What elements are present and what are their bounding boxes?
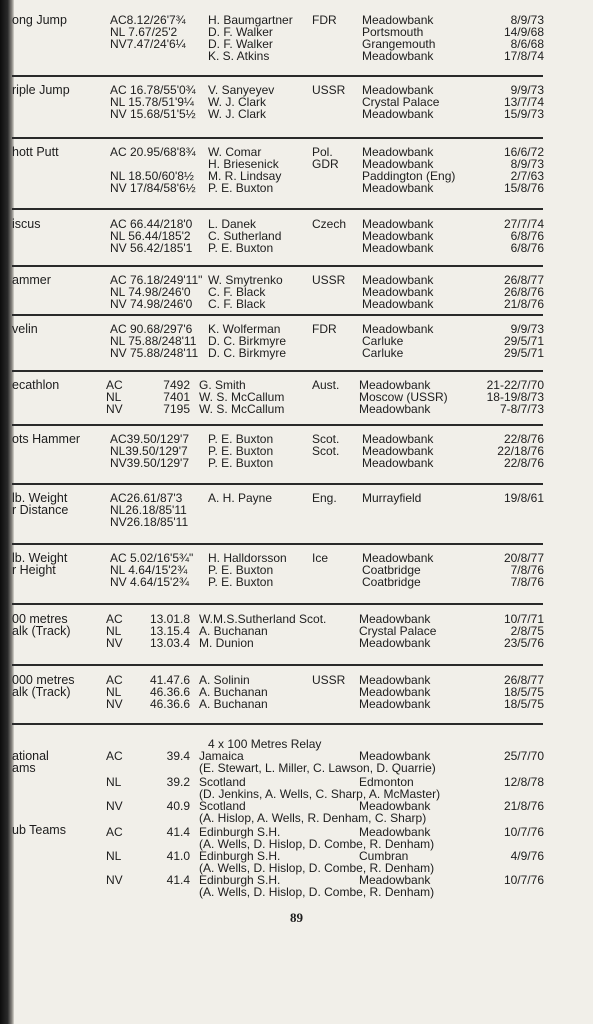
record-athlete: L. Danek — [208, 217, 257, 231]
record-venue: Meadowbank — [359, 636, 431, 650]
record-athlete: A. Buchanan — [199, 685, 268, 699]
record-athlete: M. Dunion — [199, 636, 254, 650]
record-athlete: P. E. Buxton — [208, 456, 274, 470]
record-date: 4/9/76 — [510, 849, 544, 863]
record-athlete: C. Sutherland — [208, 229, 282, 243]
record-date: 20/8/77 — [503, 551, 544, 565]
record-date: 29/5/71 — [503, 346, 544, 360]
record-venue: Meadowbank — [362, 551, 434, 565]
record-performance: 41.4 — [166, 873, 190, 887]
record-row — [0, 552, 593, 564]
record-athlete: (E. Stewart, L. Miller, C. Lawson, D. Quarrie) — [199, 761, 436, 775]
record-date: 2/7/63 — [510, 169, 544, 183]
record-date: 18/5/75 — [503, 685, 544, 699]
record-performance: AC 16.78/55'0¾ — [110, 83, 196, 97]
event-name-line: ots Hammer — [12, 432, 81, 446]
record-athlete: (A. Wells, D. Hislop, D. Combe, R. Denham) — [199, 837, 435, 851]
record-athlete: A. H. Payne — [208, 491, 273, 505]
record-performance: NL39.50/129'7 — [110, 444, 188, 458]
record-venue: Meadowbank — [359, 673, 431, 687]
record-row — [0, 403, 593, 415]
event-name-line: ational — [12, 749, 49, 763]
record-date: 21-22/7/70 — [486, 378, 544, 392]
record-venue: Paddington (Eng) — [362, 169, 456, 183]
record-athlete: H. Briesenick — [208, 157, 279, 171]
record-athlete: W. Smytrenko — [208, 273, 283, 287]
record-athlete: D. F. Walker — [208, 25, 273, 39]
record-performance: NL 75.88/248'11 — [110, 334, 197, 348]
record-athlete: W. S. McCallum — [199, 402, 285, 416]
record-athlete: A. Buchanan — [199, 624, 268, 638]
record-athlete: M. R. Lindsay — [208, 169, 282, 183]
record-athlete: (A. Hislop, A. Wells, R. Denham, C. Sharp) — [199, 811, 427, 825]
record-venue: Murrayfield — [362, 491, 422, 505]
record-athlete: D. F. Walker — [208, 37, 273, 51]
event-name-line: lb. Weight — [12, 551, 68, 565]
record-athlete: P. E. Buxton — [208, 432, 274, 446]
record-venue: Meadowbank — [362, 285, 434, 299]
record-date: 16/6/72 — [503, 145, 544, 159]
section-divider — [12, 543, 543, 545]
record-nation: USSR — [312, 83, 346, 97]
record-venue: Edmonton — [359, 775, 414, 789]
record-date: 23/5/76 — [503, 636, 544, 650]
record-venue: Meadowbank — [362, 157, 434, 171]
record-venue: Portsmouth — [362, 25, 424, 39]
section-divider — [12, 483, 543, 485]
record-date: 8/9/73 — [510, 157, 544, 171]
record-row — [0, 637, 593, 649]
event-name-line: iscus — [12, 217, 41, 231]
record-venue: Meadowbank — [362, 322, 434, 336]
record-athlete: H. Halldorsson — [208, 551, 287, 565]
record-performance: 7492 — [163, 378, 190, 392]
record-category: AC — [106, 749, 123, 763]
record-category: NL — [106, 624, 122, 638]
record-date: 22/8/76 — [503, 432, 544, 446]
record-performance: 41.4 — [166, 825, 190, 839]
record-nation: Czech — [312, 217, 347, 231]
record-athlete: P. E. Buxton — [208, 444, 274, 458]
record-performance: 7195 — [163, 402, 190, 416]
record-performance: NV 75.88/248'11 — [110, 346, 199, 360]
record-row — [0, 108, 593, 120]
record-venue: Meadowbank — [362, 229, 434, 243]
record-athlete: (A. Wells, D. Hislop, D. Combe, R. Denham) — [199, 885, 435, 899]
record-row — [0, 812, 593, 824]
record-row — [0, 613, 593, 625]
record-performance: NV39.50/129'7 — [110, 456, 190, 470]
record-venue: Meadowbank — [359, 749, 431, 763]
record-venue: Carluke — [362, 334, 404, 348]
record-venue: Meadowbank — [362, 432, 434, 446]
record-date: 18-19/8/73 — [486, 390, 544, 404]
record-venue: Meadowbank — [362, 297, 434, 311]
event-name-line: 000 metres — [12, 673, 75, 687]
record-venue: Meadowbank — [359, 378, 431, 392]
record-venue: Coatbridge — [362, 563, 421, 577]
record-category: AC — [106, 378, 123, 392]
section-divider — [12, 370, 543, 372]
event-name-line: velin — [12, 322, 38, 336]
record-athlete: G. Smith — [199, 378, 246, 392]
record-venue: Meadowbank — [359, 825, 431, 839]
record-row — [0, 492, 593, 504]
record-row — [0, 347, 593, 359]
record-performance: AC 90.68/297'6 — [110, 322, 193, 336]
record-performance: NV 4.64/15'2¾ — [110, 575, 190, 589]
record-nation: USSR — [312, 273, 346, 287]
record-performance: NL 4.64/15'2¾ — [110, 563, 188, 577]
event-name-line: hott Putt — [12, 145, 59, 159]
record-venue: Meadowbank — [362, 241, 434, 255]
record-performance: NL 15.78/51'9¼ — [110, 95, 194, 109]
record-date: 7/8/76 — [510, 563, 544, 577]
record-row — [0, 242, 593, 254]
record-date: 17/8/74 — [503, 49, 544, 63]
record-row — [0, 564, 593, 576]
record-category: NV — [106, 873, 123, 887]
record-row — [0, 516, 593, 528]
event-name-line: lb. Weight — [12, 491, 68, 505]
record-performance: AC26.61/87'3 — [110, 491, 183, 505]
record-row — [0, 230, 593, 242]
record-nation: FDR — [312, 13, 337, 27]
record-date: 26/8/76 — [503, 285, 544, 299]
record-category: NL — [106, 685, 122, 699]
record-performance: 41.47.6 — [149, 673, 190, 687]
record-row — [0, 218, 593, 230]
record-performance: AC 20.95/68'8¾ — [110, 145, 196, 159]
record-venue: Meadowbank — [362, 444, 434, 458]
record-performance: NV 56.42/185'1 — [110, 241, 193, 255]
record-athlete: W. Comar — [208, 145, 262, 159]
record-performance: NV 15.68/51'5½ — [110, 107, 196, 121]
record-performance: 7401 — [163, 390, 190, 404]
record-performance: AC 76.18/249'11" — [110, 273, 203, 287]
record-performance: AC8.12/26'7¾ — [110, 13, 186, 27]
record-athlete: D. C. Birkmyre — [208, 346, 286, 360]
record-athlete: W. S. McCallum — [199, 390, 285, 404]
record-athlete: W.M.S.Sutherland Scot. — [199, 612, 327, 626]
record-athlete: P. E. Buxton — [208, 241, 274, 255]
event-name-line: 00 metres — [12, 612, 68, 626]
record-athlete: Scotland — [199, 775, 246, 789]
record-athlete: A. Solinin — [199, 673, 250, 687]
record-venue: Meadowbank — [362, 107, 434, 121]
event-name-line: ecathlon — [12, 378, 60, 392]
record-performance: NV 17/84/58'6½ — [110, 181, 196, 195]
record-venue: Meadowbank — [359, 402, 431, 416]
page-number: 89 — [290, 910, 303, 925]
event-name-line: ong Jump — [12, 13, 67, 27]
record-performance: 39.2 — [166, 775, 190, 789]
record-date: 10/7/76 — [503, 873, 544, 887]
record-athlete: Edinburgh S.H. — [199, 873, 281, 887]
record-category: NV — [106, 636, 123, 650]
record-venue: Meadowbank — [359, 799, 431, 813]
record-athlete: C. F. Black — [208, 285, 266, 299]
record-performance: 13.03.4 — [149, 636, 190, 650]
record-athlete: Scotland — [199, 799, 246, 813]
record-venue: Coatbridge — [362, 575, 421, 589]
record-venue: Meadowbank — [359, 697, 431, 711]
record-venue: Meadowbank — [359, 612, 431, 626]
record-date: 10/7/71 — [503, 612, 544, 626]
record-date: 15/8/76 — [503, 181, 544, 195]
record-performance: AC 5.02/16'5¾" — [110, 551, 194, 565]
record-date: 13/7/74 — [503, 95, 544, 109]
section-divider — [12, 208, 543, 210]
record-athlete: P. E. Buxton — [208, 575, 274, 589]
record-venue: Meadowbank — [362, 145, 434, 159]
record-performance: 46.36.6 — [149, 685, 190, 699]
record-row — [0, 762, 593, 774]
record-athlete: W. J. Clark — [208, 95, 267, 109]
event-name-line: r Distance — [12, 503, 69, 517]
record-venue: Meadowbank — [359, 873, 431, 887]
section-divider — [12, 723, 543, 725]
record-athlete: Edinburgh S.H. — [199, 825, 281, 839]
record-venue: Crystal Palace — [359, 624, 437, 638]
record-nation: Pol. — [312, 145, 333, 159]
record-nation: Scot. — [312, 444, 340, 458]
record-performance: NL 18.50/60'8½ — [110, 169, 194, 183]
record-date: 10/7/76 — [503, 825, 544, 839]
record-date: 25/7/70 — [503, 749, 544, 763]
record-date: 27/7/74 — [503, 217, 544, 231]
record-athlete: K. Wolferman — [208, 322, 281, 336]
record-venue: Meadowbank — [362, 83, 434, 97]
record-row — [0, 457, 593, 469]
record-row — [0, 146, 593, 158]
record-venue: Moscow (USSR) — [359, 390, 448, 404]
record-performance: NV7.47/24'6¼ — [110, 37, 186, 51]
record-performance: 13.15.4 — [149, 624, 190, 638]
record-date: 21/8/76 — [503, 297, 544, 311]
record-category: NL — [106, 390, 122, 404]
record-category: NV — [106, 402, 123, 416]
record-athlete: D. C. Birkmyre — [208, 334, 286, 348]
event-name-line: alk (Track) — [12, 685, 71, 699]
section-divider — [12, 265, 543, 267]
section-divider — [12, 424, 543, 426]
record-performance: NV 74.98/246'0 — [110, 297, 193, 311]
record-row — [0, 182, 593, 194]
record-athlete: C. F. Black — [208, 297, 266, 311]
record-athlete: P. E. Buxton — [208, 563, 274, 577]
record-nation: Aust. — [312, 378, 340, 392]
record-date: 29/5/71 — [503, 334, 544, 348]
record-date: 6/8/76 — [510, 229, 544, 243]
record-performance: 41.0 — [166, 849, 190, 863]
record-date: 22/18/76 — [497, 444, 544, 458]
record-date: 9/9/73 — [510, 83, 544, 97]
record-performance: 40.9 — [166, 799, 190, 813]
record-date: 22/8/76 — [503, 456, 544, 470]
record-venue: Meadowbank — [362, 49, 434, 63]
record-date: 2/8/75 — [510, 624, 544, 638]
record-category: AC — [106, 825, 123, 839]
record-venue: Grangemouth — [362, 37, 436, 51]
record-row — [0, 158, 593, 170]
event-name-line: ams — [12, 761, 36, 775]
record-row — [0, 504, 593, 516]
record-row — [0, 886, 593, 898]
section-divider — [12, 603, 543, 605]
record-date: 9/9/73 — [510, 322, 544, 336]
record-venue: Cumbran — [359, 849, 409, 863]
record-performance: NV26.18/85'11 — [110, 515, 189, 529]
record-row — [0, 838, 593, 850]
record-date: 7-8/7/73 — [499, 402, 544, 416]
record-venue: Meadowbank — [359, 685, 431, 699]
record-venue: Carluke — [362, 346, 404, 360]
event-name-line: alk (Track) — [12, 624, 71, 638]
record-nation: Eng. — [312, 491, 337, 505]
record-performance: AC39.50/129'7 — [110, 432, 190, 446]
record-date: 12/8/78 — [503, 775, 544, 789]
record-athlete: A. Buchanan — [199, 697, 268, 711]
record-date: 19/8/61 — [503, 491, 544, 505]
record-performance: 46.36.6 — [149, 697, 190, 711]
record-category: NL — [106, 849, 122, 863]
record-row — [0, 50, 593, 62]
event-name-line: r Height — [12, 563, 56, 577]
section-divider — [12, 314, 543, 316]
event-name-line: ub Teams — [12, 823, 66, 837]
record-performance: 39.4 — [166, 749, 190, 763]
record-athlete: P. E. Buxton — [208, 181, 274, 195]
record-date: 8/9/73 — [510, 13, 544, 27]
record-date: 21/8/76 — [503, 799, 544, 813]
section-divider — [12, 75, 543, 77]
record-venue: Crystal Palace — [362, 95, 440, 109]
record-nation: FDR — [312, 322, 337, 336]
record-row — [0, 26, 593, 38]
record-venue: Meadowbank — [362, 13, 434, 27]
record-athlete: H. Baumgartner — [208, 13, 293, 27]
record-venue: Meadowbank — [362, 273, 434, 287]
record-athlete: Jamaica — [199, 749, 244, 763]
record-performance: AC 66.44/218'0 — [110, 217, 193, 231]
record-athlete: K. S. Atkins — [208, 49, 270, 63]
record-date: 15/9/73 — [503, 107, 544, 121]
record-category: NL — [106, 775, 122, 789]
record-venue: Meadowbank — [362, 181, 434, 195]
record-date: 26/8/77 — [503, 273, 544, 287]
record-date: 6/8/76 — [510, 241, 544, 255]
record-category: AC — [106, 612, 123, 626]
record-athlete: Edinburgh S.H. — [199, 849, 281, 863]
record-nation: Scot. — [312, 432, 340, 446]
record-athlete: (A. Wells, D. Hislop, D. Combe, R. Denham) — [199, 861, 435, 875]
event-name-line: ammer — [12, 273, 51, 287]
record-date: 8/6/68 — [510, 37, 544, 51]
event-name-line: riple Jump — [12, 83, 70, 97]
record-category: AC — [106, 673, 123, 687]
record-date: 14/9/68 — [503, 25, 544, 39]
record-nation: USSR — [312, 673, 346, 687]
record-row — [0, 298, 593, 310]
record-category: NV — [106, 697, 123, 711]
record-nation: GDR — [312, 157, 339, 171]
record-performance: NL26.18/85'11 — [110, 503, 187, 517]
record-date: 26/8/77 — [503, 673, 544, 687]
record-category: NV — [106, 799, 123, 813]
record-date: 7/8/76 — [510, 575, 544, 589]
record-athlete: W. J. Clark — [208, 107, 267, 121]
record-row — [0, 576, 593, 588]
section-divider — [12, 137, 543, 139]
record-athlete: V. Sanyeyev — [208, 83, 275, 97]
record-nation: Ice — [312, 551, 329, 565]
record-performance: NL 56.44/185'2 — [110, 229, 191, 243]
record-date: 18/5/75 — [503, 697, 544, 711]
record-athlete: (D. Jenkins, A. Wells, C. Sharp, A. McMaster) — [199, 787, 441, 801]
record-venue: Meadowbank — [362, 456, 434, 470]
record-venue: Meadowbank — [362, 217, 434, 231]
relay-title: 4 x 100 Metres Relay — [208, 737, 322, 751]
section-divider — [12, 664, 543, 666]
record-row — [0, 698, 593, 710]
record-performance: NL 7.67/25'2 — [110, 25, 178, 39]
record-performance: NL 74.98/246'0 — [110, 285, 191, 299]
record-performance: 13.01.8 — [149, 612, 190, 626]
